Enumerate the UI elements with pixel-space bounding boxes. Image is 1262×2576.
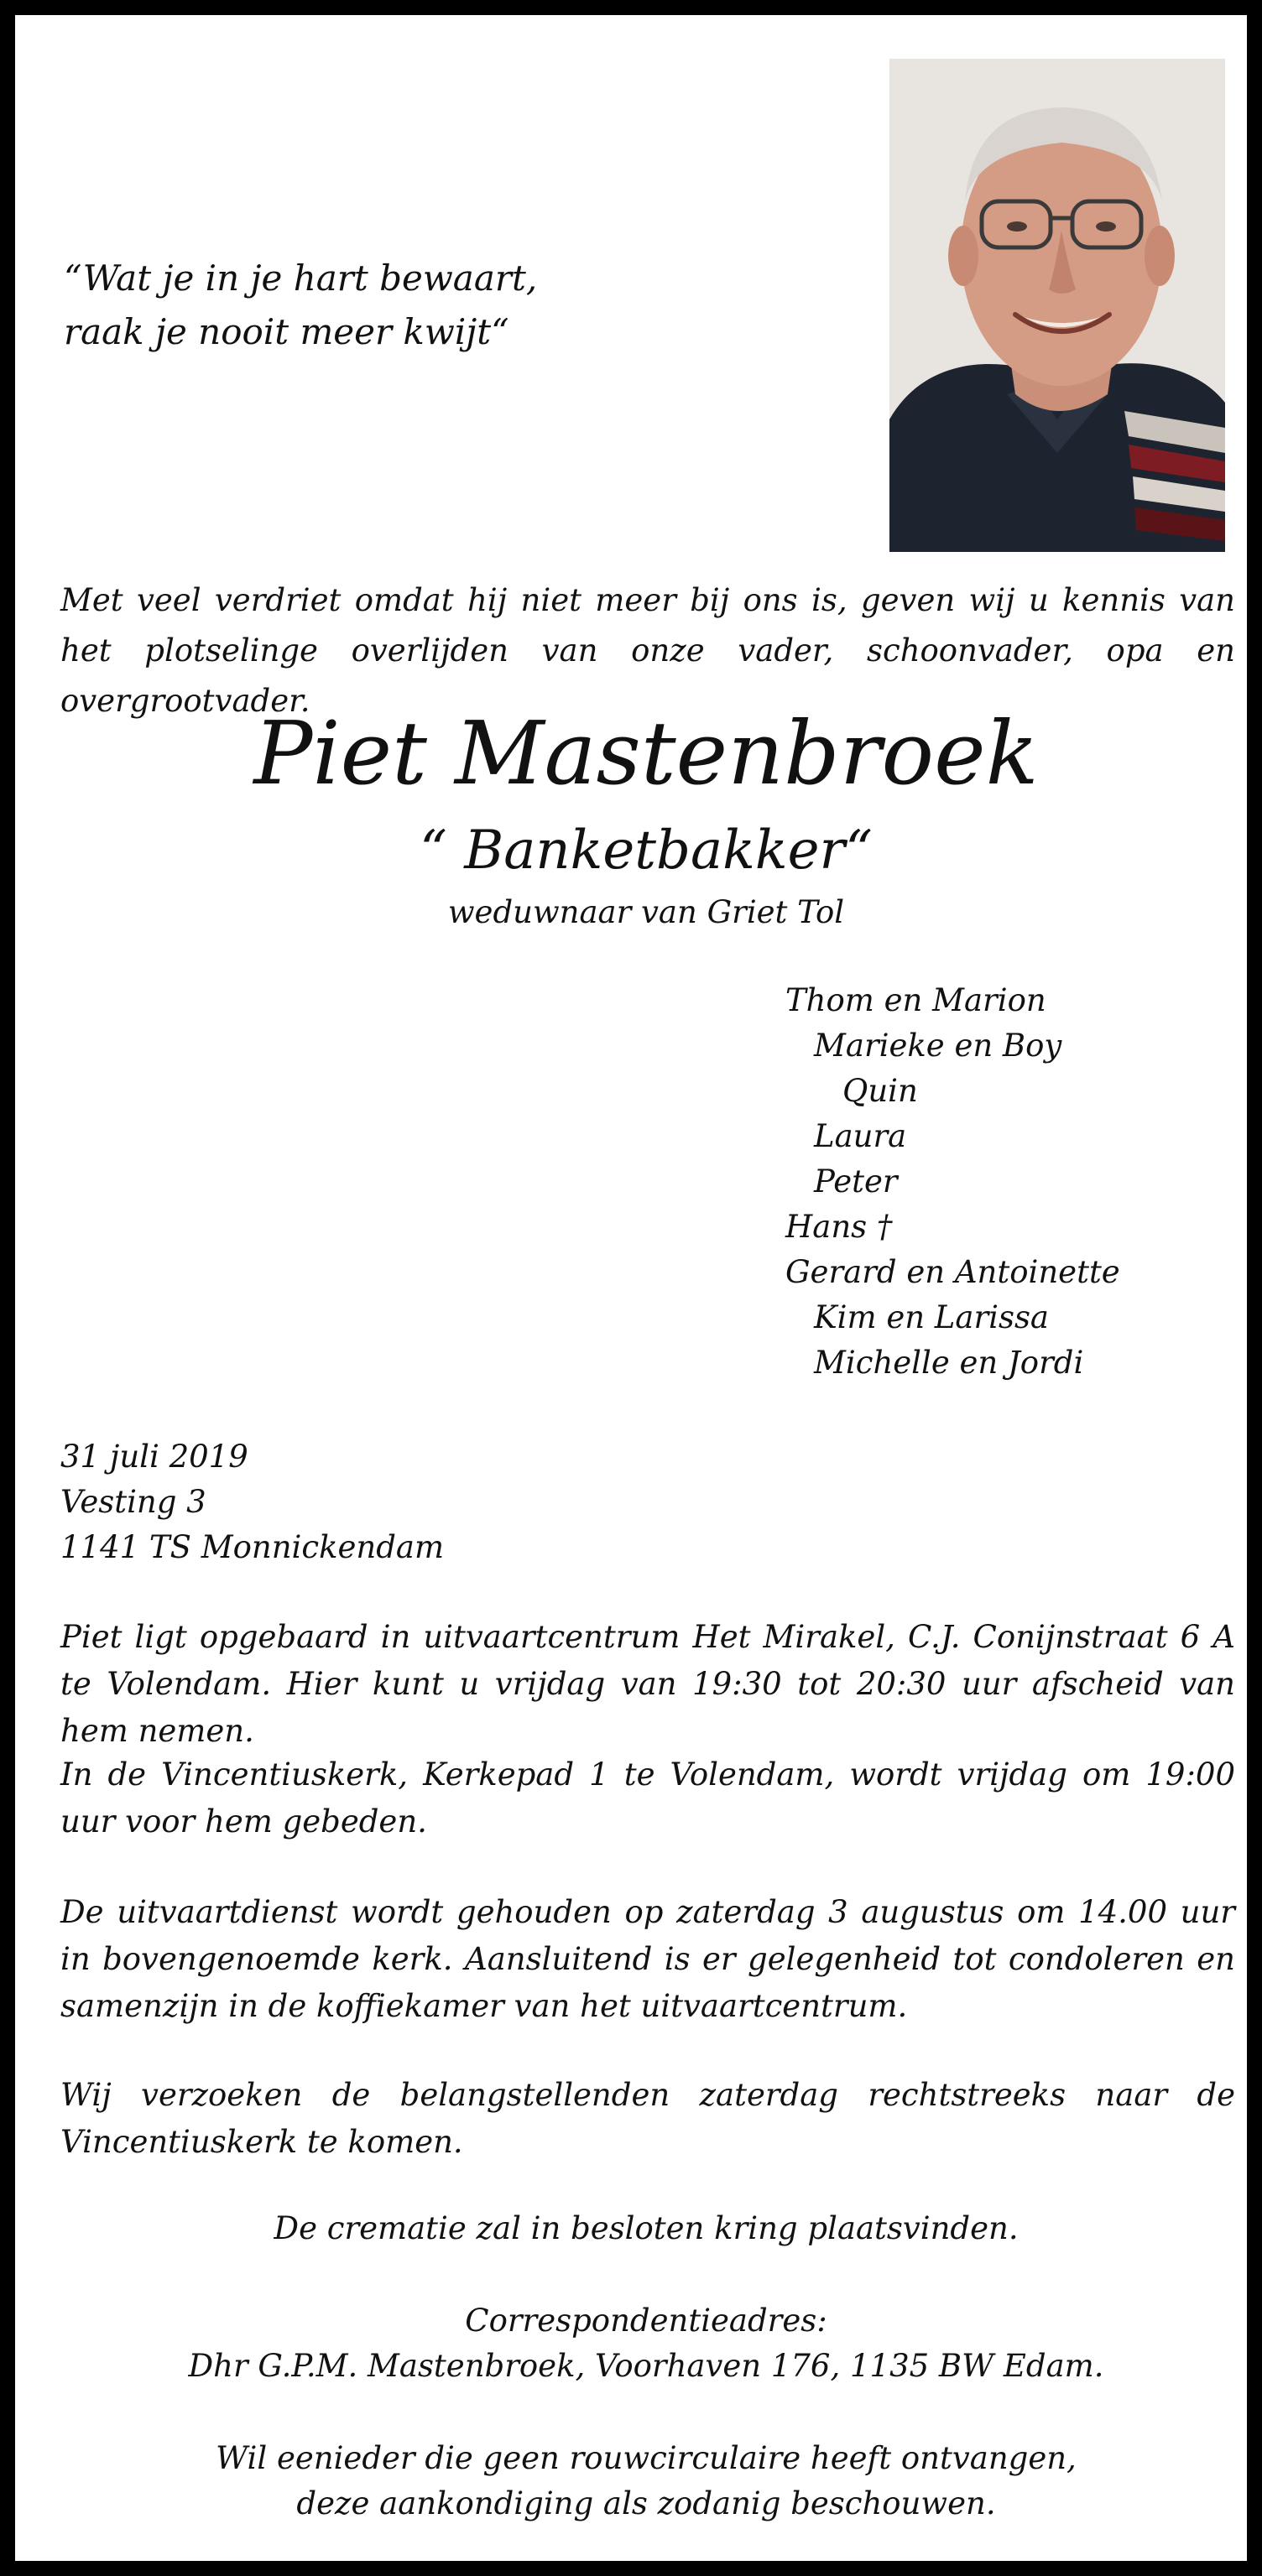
quote-line-1: “Wat je in je hart bewaart, — [64, 258, 538, 299]
prayer-paragraph: In de Vincentiuskerk, Kerkepad 1 te Volendam, wordt vrijdag om 19:00 uur voor hem gebeden. — [60, 1756, 1235, 1840]
address-city: 1141 TS Monnickendam — [60, 1529, 445, 1565]
family-member: Peter — [814, 1163, 898, 1200]
family-list — [785, 978, 1120, 1386]
quote-line-2: raak je nooit meer kwijt“ — [64, 311, 509, 352]
deceased-name: Piet Mastenbroek — [253, 702, 1039, 804]
family-member: Michelle en Jordi — [814, 1345, 1084, 1381]
family-member: Laura — [814, 1118, 907, 1154]
closing-line-2: deze aankondiging als zodanig beschouwen. — [296, 2485, 996, 2521]
request-paragraph: Wij verzoeken de belangstellenden zaterdag rechtstreeks naar de Vincentiuskerk te komen. — [60, 2077, 1235, 2160]
funeral-paragraph: De uitvaartdienst wordt gehouden op zaterdag 3 augustus om 14.00 uur in bovengenoemde kerk. Aansluitend is er gelegenheid tot condoleren en samenzijn in de koffiekamer van het uitvaartcentrum. — [60, 1894, 1235, 2024]
viewing-paragraph: Piet ligt opgebaard in uitvaartcentrum Het Mirakel, C.J. Conijnstraat 6 A te Volendam. Hier kunt u vrijdag van 19:30 tot 20:30 uur afscheid van hem nemen. — [60, 1619, 1235, 1749]
home-address — [60, 1434, 444, 1570]
family-member: Gerard en Antoinette — [785, 1254, 1120, 1290]
cremation-note: De crematie zal in besloten kring plaatsvinden. — [274, 2210, 1019, 2246]
address-street: Vesting 3 — [60, 1484, 206, 1520]
portrait-photo — [889, 59, 1225, 552]
intro-text: Met veel verdriet omdat hij niet meer bij ons is, geven wij u kennis van het plotselinge overlijden van onze vader, schoonvader, opa en overgrootvader. — [60, 582, 1235, 719]
date-of-death: 31 juli 2019 — [60, 1439, 248, 1475]
correspondence-address: Dhr G.P.M. Mastenbroek, Voorhaven 176, 1135 BW Edam. — [188, 2348, 1104, 2384]
portrait-illustration — [889, 59, 1225, 552]
widower-of: weduwnaar van Griet Tol — [447, 894, 845, 930]
family-member: Thom en Marion — [785, 982, 1046, 1018]
family-member: Kim en Larissa — [814, 1299, 1049, 1335]
family-member: Quin — [842, 1073, 918, 1109]
deceased-nickname: “ Banketbakker“ — [420, 820, 873, 882]
family-member: Hans † — [785, 1209, 893, 1245]
family-member: Marieke en Boy — [814, 1028, 1062, 1064]
correspondence-label: Correspondentieadres: — [465, 2303, 827, 2339]
opening-quote — [64, 252, 537, 359]
closing-line-1: Wil eenieder die geen rouwcirculaire heeft ontvangen, — [216, 2440, 1077, 2476]
